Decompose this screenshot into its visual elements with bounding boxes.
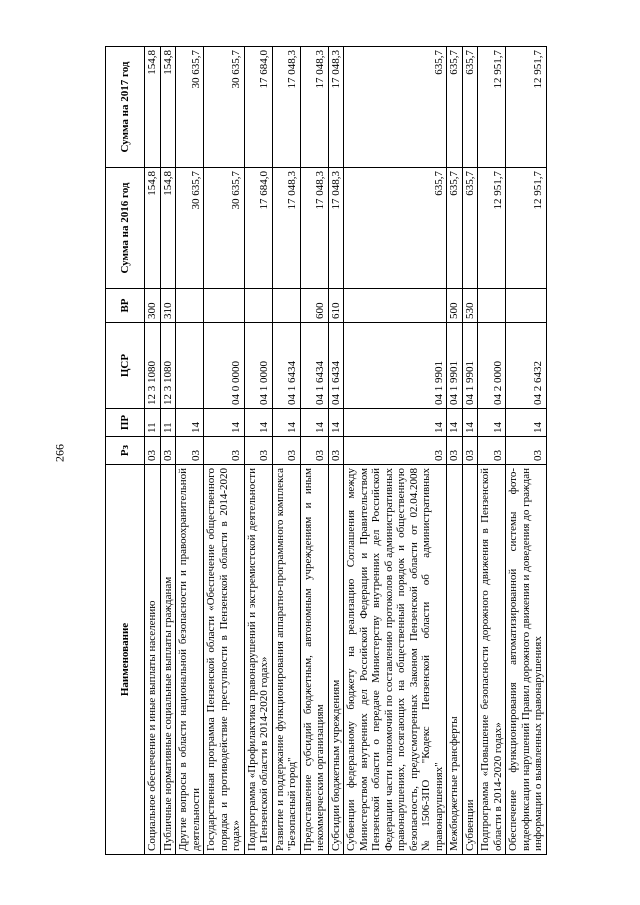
header-rz: Рз: [106, 437, 145, 465]
cell-pr: 14: [462, 409, 478, 437]
cell-rz: 03: [506, 437, 547, 465]
cell-rz: 03: [300, 437, 328, 465]
cell-rz: 03: [160, 437, 176, 465]
cell-sum-2016: 17 048,3: [328, 168, 344, 289]
cell-sum-2017: 30 635,7: [176, 47, 204, 168]
table-header-row: [106, 47, 145, 855]
cell-vr: [478, 289, 506, 323]
cell-pr: 11: [145, 409, 161, 437]
cell-vr: [204, 289, 245, 323]
cell-name: Подпрограмма «Повышение безопасности дорожного движения в Пензенской области в 2014-2020 годах»: [478, 465, 506, 855]
cell-rz: 03: [344, 437, 447, 465]
cell-rz: 03: [204, 437, 245, 465]
table-body: [145, 47, 547, 855]
table-row: [244, 47, 272, 855]
cell-csr: 04 1 6434: [328, 323, 344, 409]
cell-pr: 14: [447, 409, 463, 437]
cell-name: Субвенции: [462, 465, 478, 855]
budget-table: [105, 46, 547, 855]
table-row: [145, 47, 161, 855]
cell-name: Государственная программа Пензенской области «Обеспечение общественного порядка и противодействие преступности в Пензенской области в 2014-2020 годах»: [204, 465, 245, 855]
cell-rz: 03: [462, 437, 478, 465]
cell-vr: [344, 289, 447, 323]
cell-pr: 14: [244, 409, 272, 437]
cell-pr: 14: [204, 409, 245, 437]
header-csr: ЦСР: [106, 323, 145, 409]
cell-vr: 530: [462, 289, 478, 323]
cell-sum-2016: 30 635,7: [176, 168, 204, 289]
rotated-page: [105, 47, 577, 855]
table-row: [204, 47, 245, 855]
cell-sum-2017: 12 951,7: [478, 47, 506, 168]
cell-sum-2016: 154,8: [145, 168, 161, 289]
cell-vr: 300: [145, 289, 161, 323]
cell-rz: 03: [478, 437, 506, 465]
cell-name: Субсидии бюджетным учреждениям: [328, 465, 344, 855]
cell-csr: 04 1 9901: [344, 323, 447, 409]
cell-csr: 04 1 6434: [272, 323, 300, 409]
cell-sum-2016: 17 048,3: [300, 168, 328, 289]
cell-name: Развитие и поддержание функционирования аппаратно-программного комплекса "Безопасный город": [272, 465, 300, 855]
table-row: [300, 47, 328, 855]
page-number: 266: [52, 444, 67, 462]
cell-vr: [244, 289, 272, 323]
cell-pr: 14: [506, 409, 547, 437]
cell-name: Социальное обеспечение и иные выплаты населению: [145, 465, 161, 855]
table-row: [160, 47, 176, 855]
cell-sum-2017: 154,8: [145, 47, 161, 168]
cell-rz: 03: [145, 437, 161, 465]
table-row: [478, 47, 506, 855]
cell-vr: [176, 289, 204, 323]
cell-pr: 14: [176, 409, 204, 437]
cell-rz: 03: [244, 437, 272, 465]
header-sum-2016: Сумма на 2016 год: [106, 168, 145, 289]
cell-sum-2017: 17 048,3: [300, 47, 328, 168]
header-name: Наименование: [106, 465, 145, 855]
header-pr: ПР: [106, 409, 145, 437]
cell-name: Другие вопросы в области национальной безопасности и правоохранительной деятельности: [176, 465, 204, 855]
cell-vr: 600: [300, 289, 328, 323]
cell-sum-2016: 12 951,7: [506, 168, 547, 289]
cell-sum-2017: 17 048,3: [272, 47, 300, 168]
table-row: [447, 47, 463, 855]
table-row: [272, 47, 300, 855]
cell-vr: 310: [160, 289, 176, 323]
table-row: [506, 47, 547, 855]
cell-pr: 11: [160, 409, 176, 437]
cell-sum-2016: 12 951,7: [478, 168, 506, 289]
cell-csr: 12 3 1080: [145, 323, 161, 409]
cell-pr: 14: [344, 409, 447, 437]
table-row: [328, 47, 344, 855]
cell-sum-2017: 17 684,0: [244, 47, 272, 168]
cell-sum-2016: 154,8: [160, 168, 176, 289]
cell-pr: 14: [272, 409, 300, 437]
cell-name: Обеспечение функционирования автоматизированной системы фото-видеофиксации нарушений Правил дорожного движения и доведения до граждан информации о выявленных правонарушениях: [506, 465, 547, 855]
table-row: [462, 47, 478, 855]
cell-sum-2017: 635,7: [344, 47, 447, 168]
cell-sum-2016: 17 684,0: [244, 168, 272, 289]
cell-vr: 500: [447, 289, 463, 323]
cell-name: Субвенции федеральному бюджету на реализацию Соглашения между Министерством внутренних дел Российской Федерации и Правительством Пензенской области о передаче Министерству внутренних дел Российской Федерации части полномочий по составлению протоколов об административных правонарушениях, посягающих на общественный порядок и общественную безопасность, предусмотренных Законом Пензенской области от 02.04.2008 №1506-ЗПО "Кодекс Пензенской области об административных правонарушениях": [344, 465, 447, 855]
cell-pr: 14: [478, 409, 506, 437]
cell-rz: 03: [447, 437, 463, 465]
cell-csr: 04 0 0000: [204, 323, 245, 409]
cell-sum-2017: 12 951,7: [506, 47, 547, 168]
cell-csr: 04 1 0000: [244, 323, 272, 409]
cell-csr: 04 1 9901: [462, 323, 478, 409]
cell-csr: 12 3 1080: [160, 323, 176, 409]
cell-vr: 610: [328, 289, 344, 323]
header-sum-2017: Сумма на 2017 год: [106, 47, 145, 168]
cell-csr: [176, 323, 204, 409]
cell-csr: 04 2 0000: [478, 323, 506, 409]
cell-rz: 03: [176, 437, 204, 465]
cell-sum-2016: 30 635,7: [204, 168, 245, 289]
cell-name: Подпрограмма «Профилактика правонарушений и экстремистской деятельности в Пензенской области в 2014-2020 годах»: [244, 465, 272, 855]
cell-name: Публичные нормативные социальные выплаты гражданам: [160, 465, 176, 855]
header-vr: ВР: [106, 289, 145, 323]
cell-pr: 14: [300, 409, 328, 437]
cell-rz: 03: [272, 437, 300, 465]
cell-vr: [272, 289, 300, 323]
cell-name: Предоставление субсидий бюджетным, автономным учреждениям и иным некоммерческим организациям: [300, 465, 328, 855]
cell-name: Межбюджетные трансферты: [447, 465, 463, 855]
cell-csr: 04 1 6434: [300, 323, 328, 409]
cell-sum-2017: 17 048,3: [328, 47, 344, 168]
cell-pr: 14: [328, 409, 344, 437]
table-row: [176, 47, 204, 855]
table-row: [344, 47, 447, 855]
cell-sum-2017: 30 635,7: [204, 47, 245, 168]
cell-sum-2017: 154,8: [160, 47, 176, 168]
cell-sum-2016: 635,7: [447, 168, 463, 289]
cell-sum-2017: 635,7: [462, 47, 478, 168]
cell-sum-2016: 635,7: [344, 168, 447, 289]
cell-csr: 04 2 6432: [506, 323, 547, 409]
cell-rz: 03: [328, 437, 344, 465]
cell-csr: 04 1 9901: [447, 323, 463, 409]
cell-vr: [506, 289, 547, 323]
cell-sum-2017: 635,7: [447, 47, 463, 168]
cell-sum-2016: 17 048,3: [272, 168, 300, 289]
cell-sum-2016: 635,7: [462, 168, 478, 289]
